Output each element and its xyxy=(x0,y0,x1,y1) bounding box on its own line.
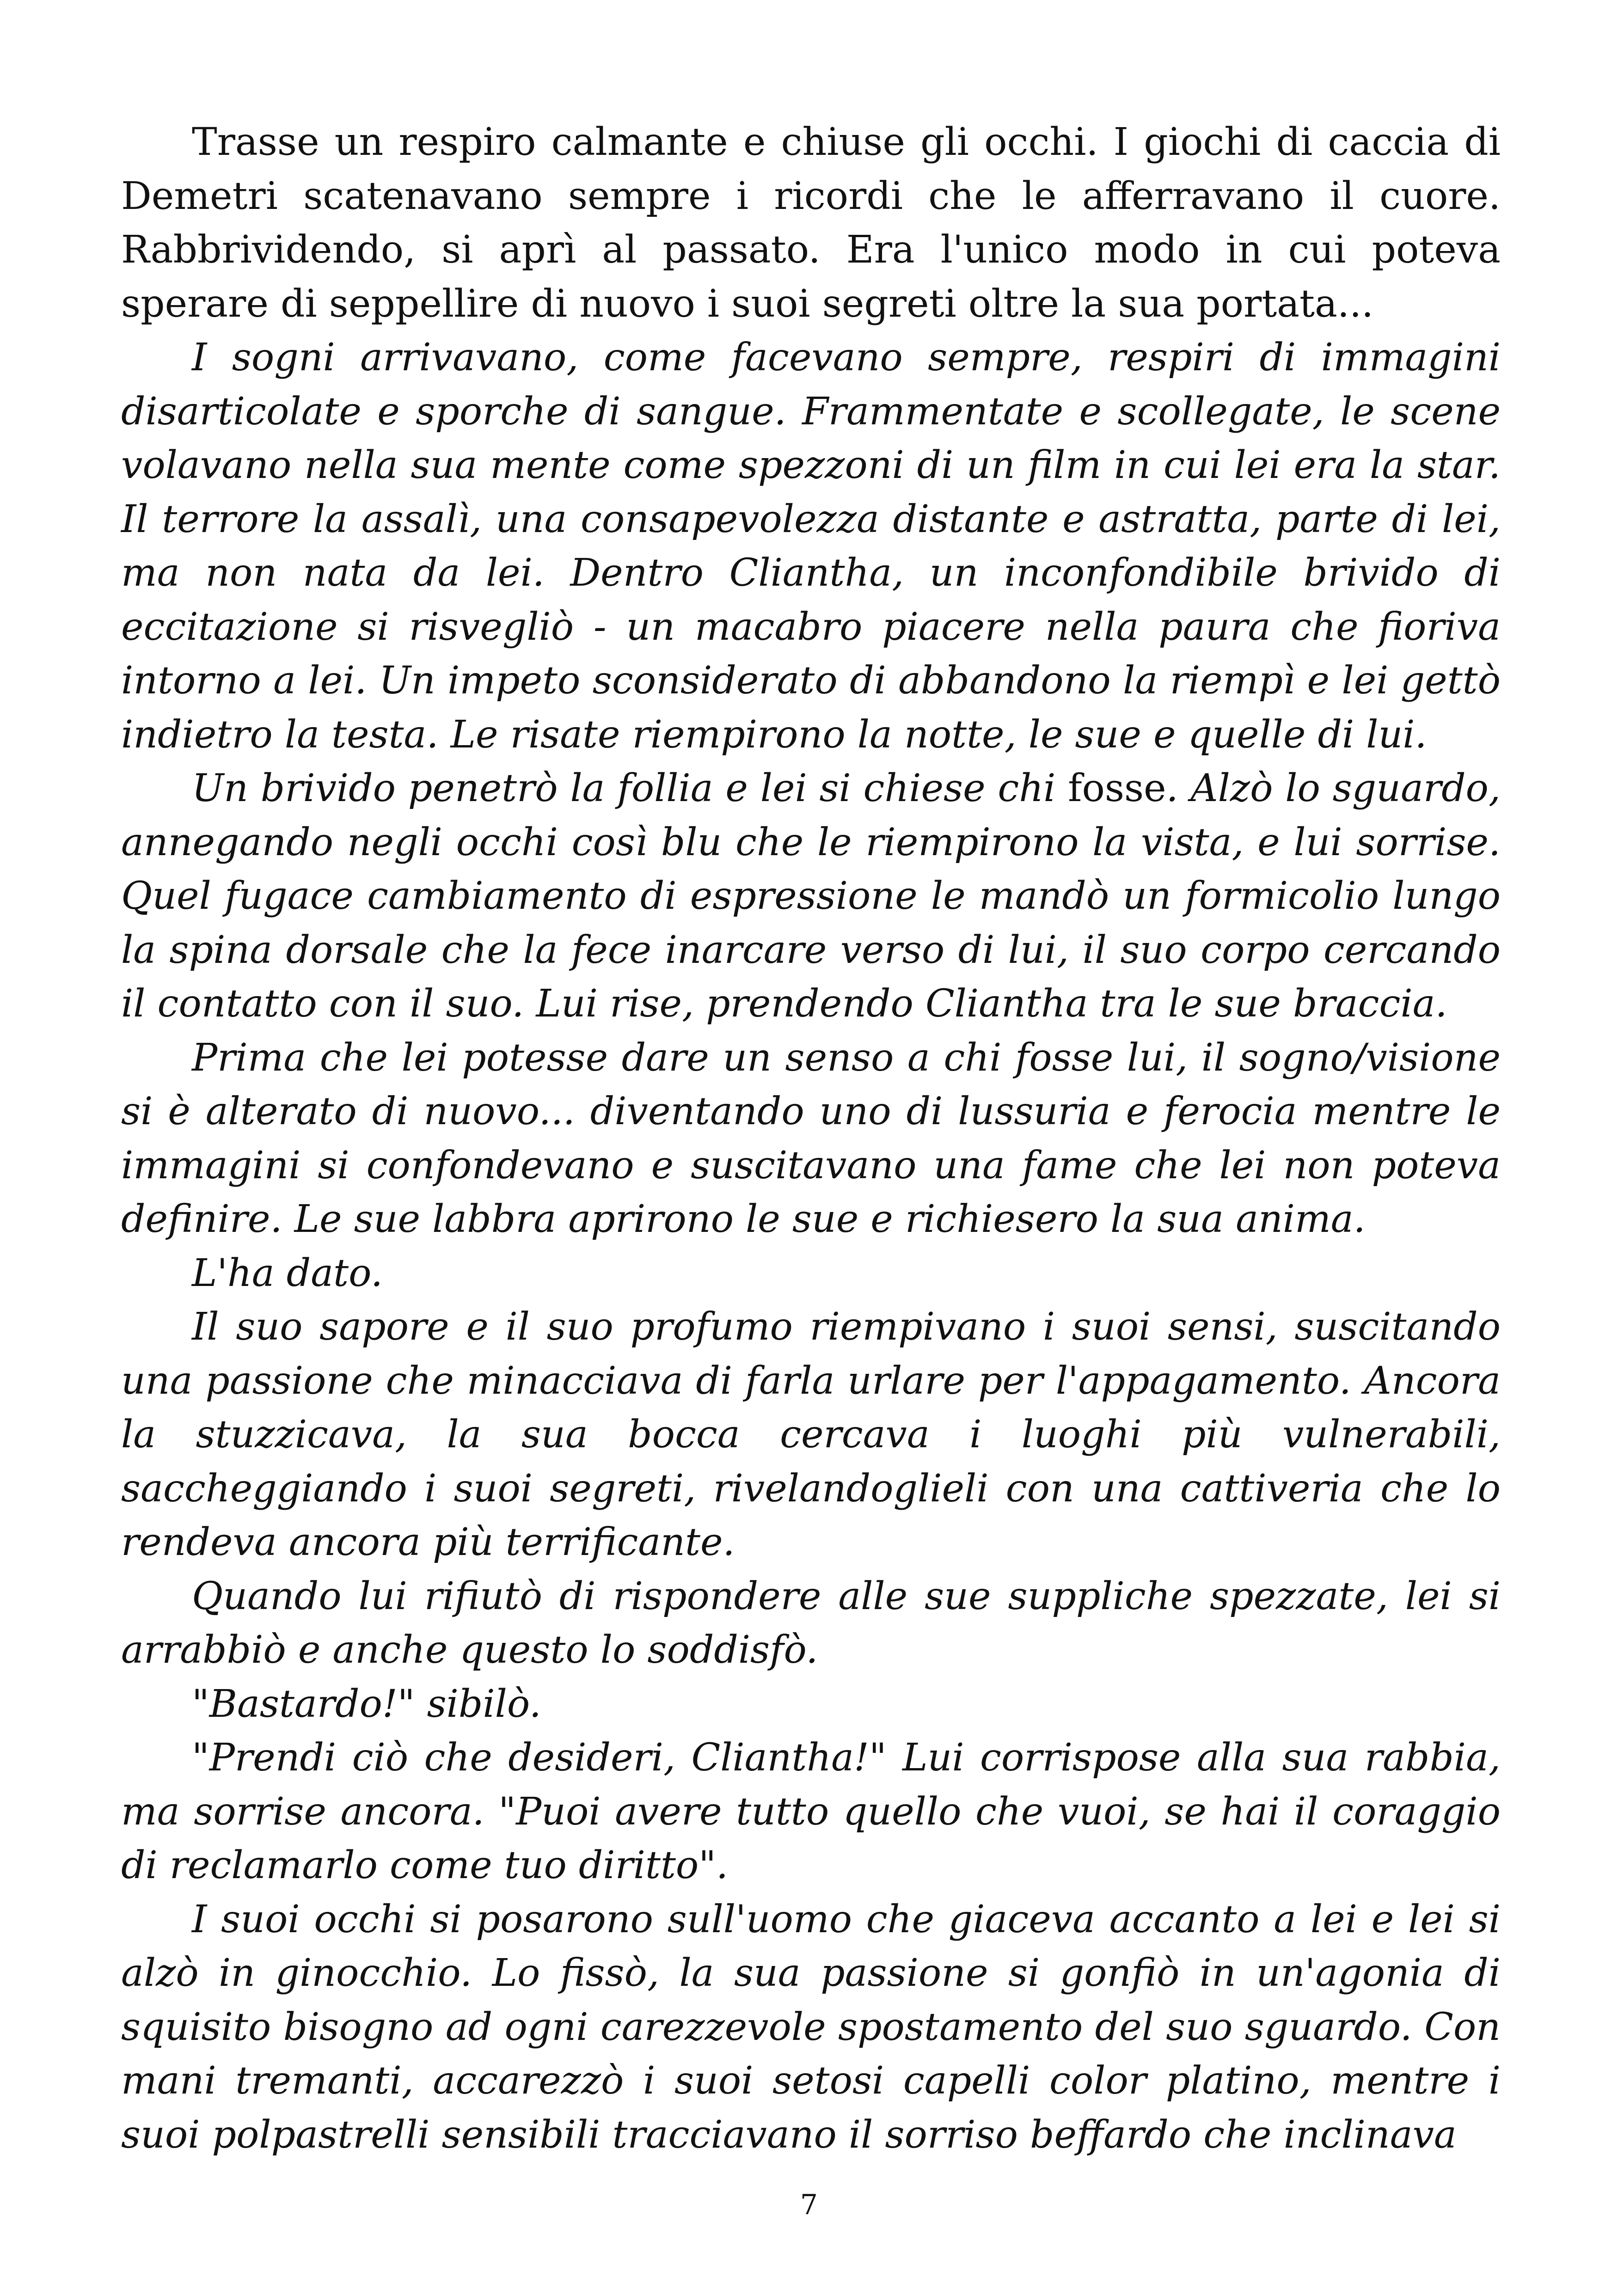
paragraph-3 xyxy=(121,762,1501,1031)
paragraph-6: Il suo sapore e il suo profumo riempivano i suoi sensi, suscitando una passione che minacciava di farla urlare per l'appagamento. Ancora la stuzzicava, la sua bocca cercava i luoghi più vulnerabili, saccheggiando i suoi segreti, rivelandoglieli con una cattiveria che lo rendeva ancora più terrificante. xyxy=(121,1305,1501,1564)
paragraph-9: "Prendi ciò che desideri, Cliantha!" Lui corrispose alla sua rabbia, ma sorrise ancora. "Puoi avere tutto quello che vuoi, se hai il coraggio di reclamarlo come tuo diritto". xyxy=(121,1736,1501,1887)
paragraph-10: I suoi occhi si posarono sull'uomo che giaceva accanto a lei e lei si alzò in ginocchio. Lo fissò, la sua passione si gonfiò in un'agonia di squisito bisogno ad ogni carezzevole spostamento del suo sguardo. Con mani tremanti, accarezzò i suoi setosi capelli color platino, mentre i suoi polpastrelli sensibili tracciavano il sorriso beffardo che inclinava xyxy=(121,1897,1501,2157)
body-text xyxy=(121,116,1501,2162)
paragraph-3-part-1: Un brivido penetrò la follia e lei si chiese chi xyxy=(192,766,1068,810)
paragraph-1: Trasse un respiro calmante e chiuse gli occhi. I giochi di caccia di Demetri scatenavano sempre i ricordi che le afferravano il cuore. Rabbrividendo, si aprì al passato. Era l'unico modo in cui poteva sperare di seppellire di nuovo i suoi segreti oltre la sua portata... xyxy=(121,120,1501,326)
paragraph-4: Prima che lei potesse dare un senso a chi fosse lui, il sogno/visione si è alterato di nuovo... diventando uno di lussuria e ferocia mentre le immagini si confondevano e suscitavano una fame che lei non poteva definire. Le sue labbra aprirono le sue e richiesero la sua anima. xyxy=(121,1035,1501,1241)
paragraph-7: Quando lui rifiutò di rispondere alle sue suppliche spezzate, lei si arrabbiò e anche questo lo soddisfò. xyxy=(121,1574,1501,1672)
paragraph-5: L'ha dato. xyxy=(192,1251,383,1295)
paragraph-8: "Bastardo!" sibilò. xyxy=(192,1682,541,1726)
paragraph-2: I sogni arrivavano, come facevano sempre, respiri di immagini disarticolate e sporche di sangue. Frammentate e scollegate, le scene volavano nella sua mente come spezzoni di un film in cui lei era la star. Il terrore la assalì, una consapevolezza distante e astratta, parte di lei, ma non nata da lei. Dentro Cliantha, un inconfondibile brivido di eccitazione si risvegliò - un macabro piacere nella paura che fioriva intorno a lei. Un impeto sconsiderato di abbandono la riempì e lei gettò indietro la testa. Le risate riempirono la notte, le sue e quelle di lui. xyxy=(121,336,1501,757)
paragraph-3-roman-word: fosse xyxy=(1068,766,1166,810)
page-number: 7 xyxy=(800,2189,818,2221)
paragraph-3-part-2: . Alzò lo sguardo, annegando negli occhi così blu che le riempirono la vista, e lui sorrise. Quel fugace cambiamento di espressione le mandò un formicolio lungo la spina dorsale che la fece inarcare verso di lui, il suo corpo cercando il contatto con il suo. Lui rise, prendendo Cliantha tra le sue braccia. xyxy=(121,766,1501,1026)
